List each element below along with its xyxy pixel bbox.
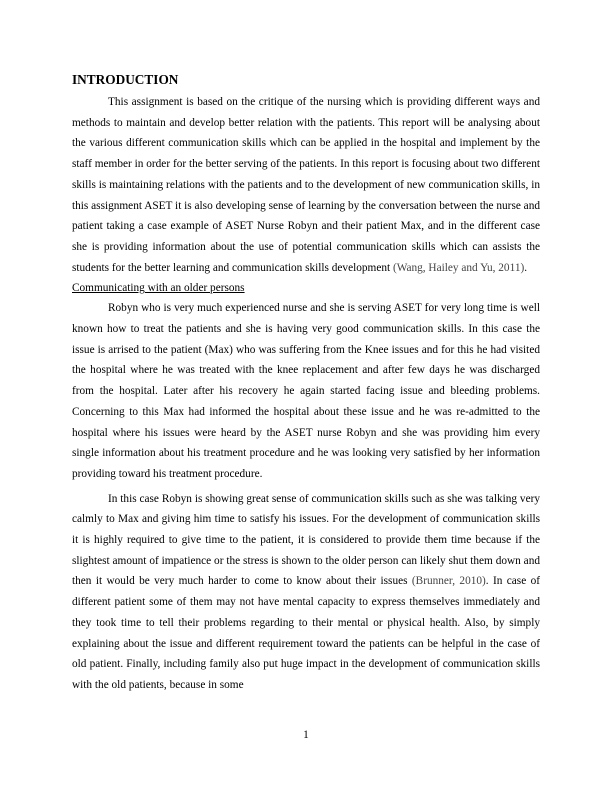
intro-text: This assignment is based on the critique of the nursing which is providing different ways and methods to maintain and develop better relation with the patients. This report will be analysing about the various different communication skills which can be applied in the hospital and implement by the staff member in order for the better serving of the patients. In this report is focusing about two different skills is maintaining relations with the patients and to the development of new communication skills, in this assignment ASET it is also developing sense of learning by the conversation between the nurse and patient taking a case example of ASET Nurse Robyn and their patient Max, and in the different case she is providing information about the use of potential communication skills which can assists the students for the better learning and communication skills development — [72, 96, 540, 274]
intro-end: . — [524, 261, 528, 274]
document-page — [72, 70, 540, 696]
section-heading: INTRODUCTION — [72, 72, 179, 87]
para3-text-before: In this case Robyn is showing great sense of communication skills such as she was talking very calmly to Max and giving him time to satisfy his issues. For the development of communication skills it is highly required to give time to the patient, it is considered to provide them time because if the slightest amount of impatience or the stress is shown to the older person can likely shut them down and then it would be very much harder to come to know about their issues — [72, 492, 540, 588]
body-paragraph-3 — [72, 489, 540, 696]
page-number: 1 — [303, 729, 309, 741]
para3-text-after: . In case of different patient some of them may not have mental capacity to express themselves immediately and they took time to tell their problems regarding to their mental or physical health. Also, by simply explaining about the issue and different requirement toward the patients can be helpful in the case of old patient. Finally, including family also put huge impact in the development of communication skills with the old patients, because in some — [72, 575, 540, 691]
para3-citation: (Brunner, 2010) — [411, 575, 486, 588]
body-paragraph-2: Robyn who is very much experienced nurse and she is serving ASET for very long time is well known how to treat the patients and she is having very good communication skills. In this case the issue is arrised to the patient (Max) who was suffering from the Knee issues and for this he had visited the hospital where he was treated with the knee replacement and after few days he was discharged from the hospital. Later after his recovery he again started facing issue and bleeding problems. Concerning to this Max had informed the hospital about these issue and he was re-admitted to the hospital where his issues were heard by the ASET nurse Robyn and she was providing him every single information about his treatment procedure and he was looking very satisfied by her information providing toward his treatment procedure. — [72, 302, 540, 480]
subsection-heading: Communicating with an older persons — [72, 282, 245, 295]
intro-citation: (Wang, Hailey and Yu, 2011) — [392, 261, 525, 274]
intro-paragraph — [72, 92, 540, 278]
